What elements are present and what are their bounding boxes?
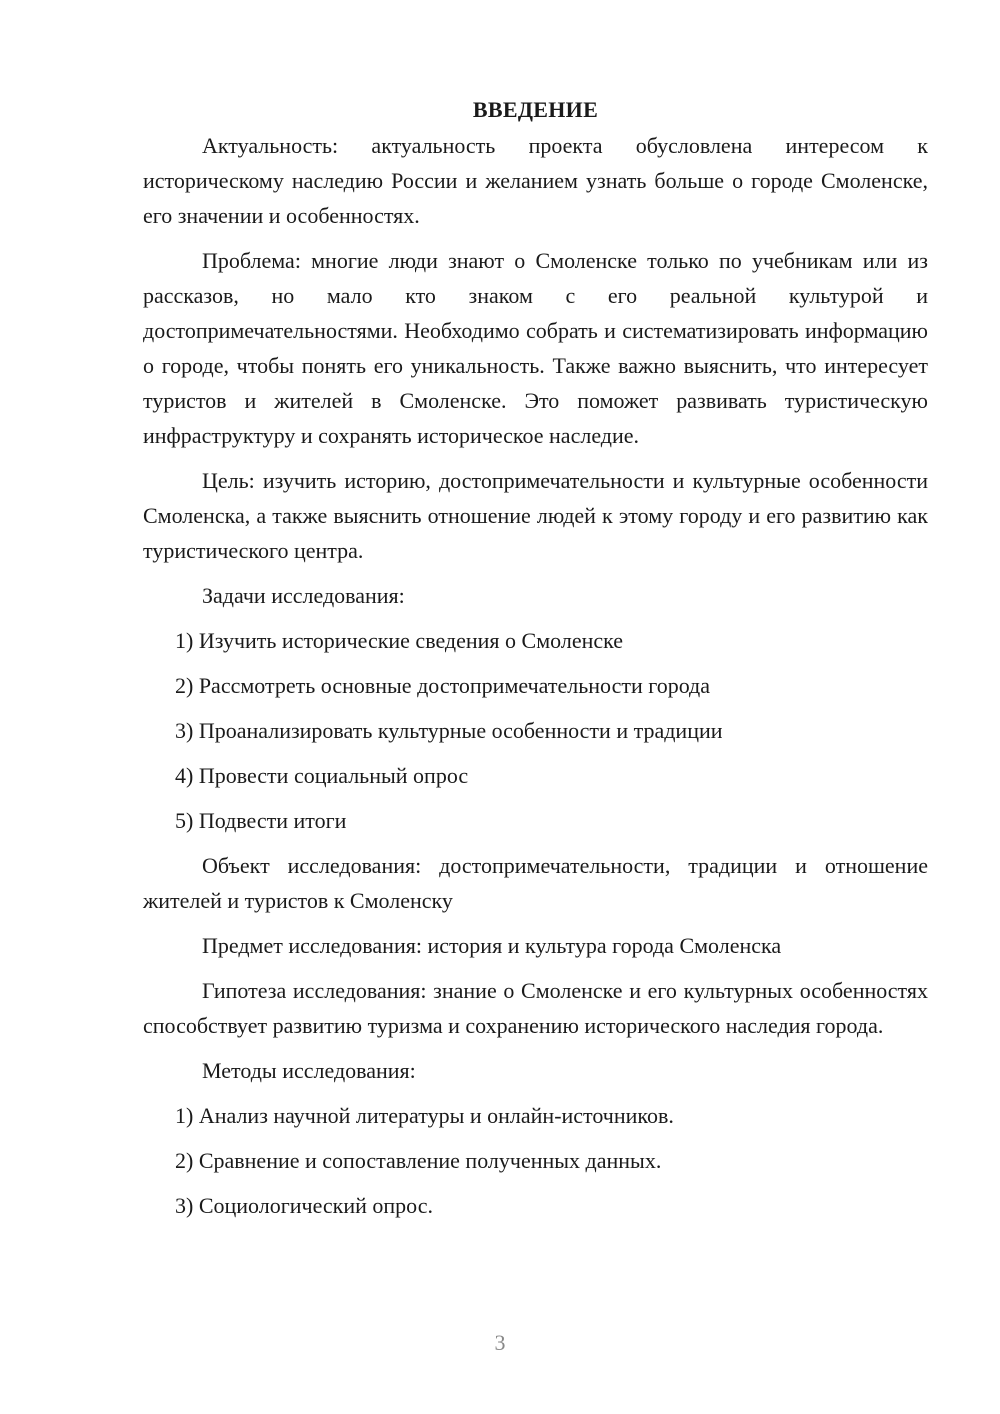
hypothesis-paragraph: Гипотеза исследования: знание о Смоленске и его культурных особенностях способствует развитию туризма и сохранению исторического наследия города.	[143, 978, 928, 1038]
list-item: 3) Социологический опрос.	[175, 1193, 433, 1218]
list-item: 2) Рассмотреть основные достопримечательности города	[175, 673, 711, 698]
list-item: 3) Проанализировать культурные особенности и традиции	[175, 718, 723, 743]
goal-paragraph: Цель: изучить историю, достопримечательности и культурные особенности Смоленска, а также выяснить отношение людей к этому городу и его развитию как туристического центра.	[143, 468, 928, 563]
document-page	[143, 92, 928, 1233]
problem-paragraph: Проблема: многие люди знают о Смоленске только по учебникам или из рассказов, но мало кто знаком с его реальной культурой и достопримечательностями. Необходимо собрать и систематизировать информацию о городе, чтобы понять его уникальность. Также важно выяснить, что интересует туристов и жителей в Смоленске. Это поможет развивать туристическую инфраструктуру и сохранять историческое наследие.	[143, 248, 928, 448]
object-paragraph: Объект исследования: достопримечательности, традиции и отношение жителей и туристов к Смоленску	[143, 853, 928, 913]
tasks-title: Задачи исследования:	[202, 583, 405, 608]
list-item: 2) Сравнение и сопоставление полученных данных.	[175, 1148, 662, 1173]
list-item: 1) Анализ научной литературы и онлайн-источников.	[175, 1103, 674, 1128]
tasks-list	[143, 623, 928, 838]
page-number: 3	[494, 1330, 506, 1355]
relevance-paragraph: Актуальность: актуальность проекта обусловлена интересом к историческому наследию России и желанием узнать больше о городе Смоленске, его значении и особенностях.	[143, 133, 928, 228]
list-item: 4) Провести социальный опрос	[175, 763, 469, 788]
subject-paragraph: Предмет исследования: история и культура города Смоленска	[202, 933, 782, 958]
methods-list	[143, 1098, 928, 1223]
section-heading: ВВЕДЕНИЕ	[472, 97, 599, 122]
methods-title: Методы исследования:	[202, 1058, 416, 1083]
list-item: 1) Изучить исторические сведения о Смоленске	[175, 628, 624, 653]
list-item: 5) Подвести итоги	[175, 808, 347, 833]
